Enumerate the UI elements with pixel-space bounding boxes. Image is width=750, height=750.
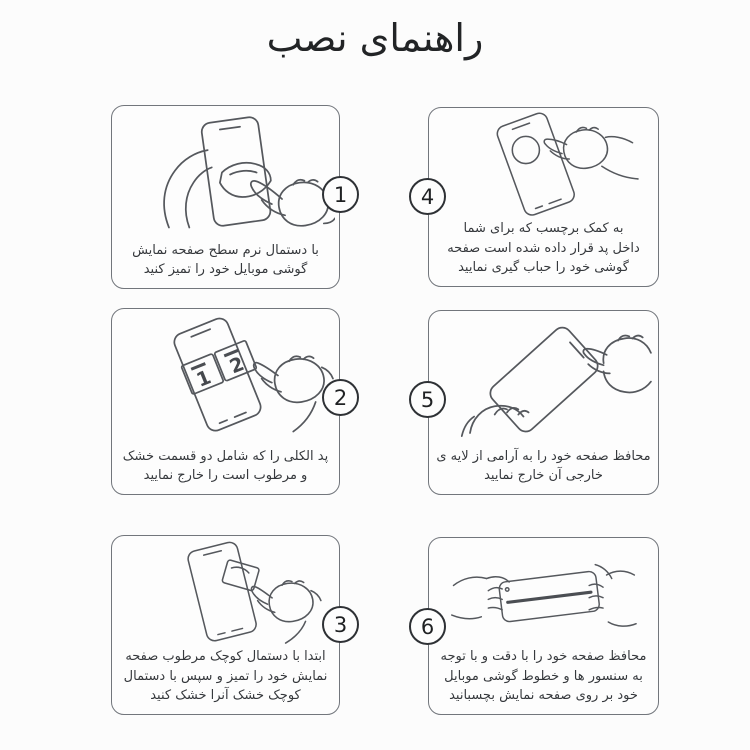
step-5-number-badge [409,381,446,418]
step-1-caption [118,241,333,281]
step-3-number-badge [322,606,359,643]
step-5-illustration [433,315,654,439]
step-2-caption [118,447,333,487]
bubble-sticker [512,136,539,163]
step-4-illustration [433,112,654,216]
caption-line: کوچک خشک آنرا خشک کنید [150,688,301,704]
caption-line: ابتدا با دستمال کوچک مرطوب صفحه [125,648,326,664]
caption-line: پد الکلی را که شامل دو قسمت خشک [122,448,329,464]
holding-hand [164,150,212,227]
step-4-number-badge [409,178,446,215]
lower-holding-hand [462,406,529,436]
protector-edge [506,590,593,604]
step-panel-2 [111,308,348,495]
step-1-illustration [116,110,335,234]
step-5-caption [435,447,652,487]
phone [186,541,257,643]
step-panel-3 [111,535,348,715]
peeling-hand [583,335,651,392]
pinching-hand [544,127,638,178]
caption-line: به سنسور ها و خطوط گوشی موبایل [444,668,643,684]
phone [498,571,600,623]
step-3-illustration [116,540,335,644]
caption-line: محافظ صفحه خود را به آرامی از لایه ی [436,448,651,464]
caption-line: به کمک برچسب که برای شما [463,220,624,236]
page-title: راهنمای نصب [266,16,484,60]
caption-line: و مرطوب است را خارج نمایید [143,468,308,484]
right-hand [589,565,636,627]
step-2-number-badge [322,379,359,416]
pulling-hand [254,356,333,431]
step-panel-4 [420,107,659,287]
caption-line: گوشی خود را حباب گیری نمایید [458,260,629,276]
caption-line: محافظ صفحه خود را با دقت و با توجه [440,648,647,664]
step-3-caption [118,647,333,706]
pad-label-2: 2 [226,352,248,379]
caption-line: خارجی آن خارج نمایید [484,468,603,484]
step-6-illustration [433,542,654,642]
step-panel-6 [420,537,659,715]
step-number: 5 [420,387,435,412]
step-4-caption [435,219,652,278]
step-panel-5 [420,310,659,495]
step-6-number-badge [409,608,446,645]
step-number: 1 [333,182,348,207]
step-1-number-badge [322,176,359,213]
pad-label-1: 1 [193,365,215,392]
caption-line: با دستمال نرم سطح صفحه نمایش [132,242,319,258]
step-2-illustration [116,313,335,437]
caption-line: خود بر روی صفحه نمایش بچسبانید [449,688,638,704]
phone [487,324,602,436]
caption-line: نمایش خود را تمیز و سپس با دستمال [123,668,328,684]
step-number: 3 [333,612,348,637]
caption-line: داخل پد قرار داده شده است صفحه [447,240,640,256]
step-panel-1 [111,105,348,289]
wiping-hand [251,581,320,643]
cleaning-cloth [220,163,271,197]
step-number: 4 [420,184,435,209]
step-number: 2 [333,385,348,410]
step-number: 6 [420,614,435,639]
caption-line: گوشی موبایل خود را تمیز کنید [143,262,308,278]
step-6-caption [435,647,652,706]
phone [495,112,576,216]
